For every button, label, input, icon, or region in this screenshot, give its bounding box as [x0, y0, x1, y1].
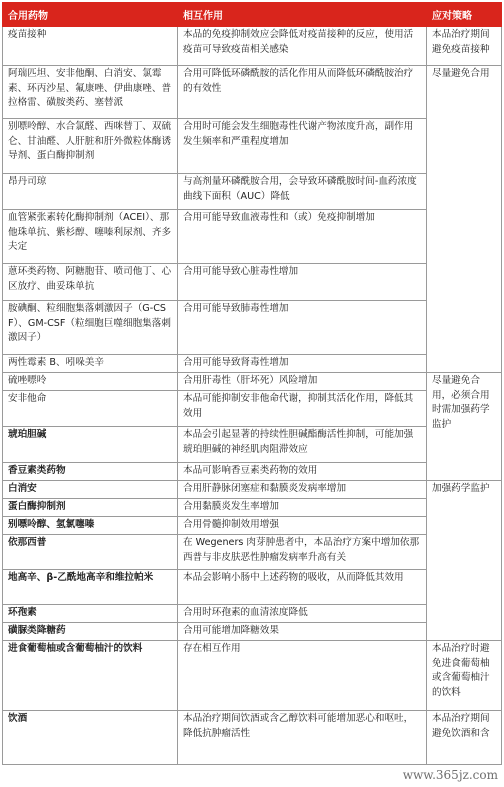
drug-cell: 蒽环类药物、阿糖胞苷、喷司他丁、心区放疗、曲妥珠单抗	[3, 264, 178, 301]
drug-cell: 血管紧张素转化酶抑制剂（ACEI）、那他珠单抗、紫杉醇、噻嗪利尿剂、齐多夫定	[3, 210, 178, 264]
interaction-cell: 合用可能导致血液毒性和（或）免疫抑制增加	[178, 210, 427, 264]
table-row	[3, 711, 502, 765]
interaction-cell: 本品会引起显著的持续性胆碱酯酶活性抑制，可能加强琥珀胆碱的神经肌肉阻滞效应	[178, 427, 427, 463]
table-row	[3, 27, 502, 66]
drug-cell: 饮酒	[3, 711, 178, 765]
table-row	[3, 66, 502, 119]
drug-cell: 进食葡萄柚或含葡萄柚汁的饮料	[3, 641, 178, 711]
table-row	[3, 373, 502, 391]
drug-interaction-table	[2, 2, 502, 765]
drug-cell: 别嘌呤醇、氢氯噻嗪	[3, 517, 178, 535]
drug-cell: 依那西普	[3, 535, 178, 570]
interaction-cell: 本品的免疫抑制效应会降低对疫苗接种的反应，使用活疫苗可导致疫苗相关感染	[178, 27, 427, 66]
table-row	[3, 481, 502, 499]
header-strategy: 应对策略	[427, 3, 502, 27]
drug-cell: 磺脲类降糖药	[3, 623, 178, 641]
header-interaction: 相互作用	[178, 3, 427, 27]
strategy-cell: 加强药学监护	[427, 481, 502, 641]
interaction-cell: 合用时可能会发生细胞毒性代谢产物浓度升高，副作用发生频率和严重程度增加	[178, 119, 427, 174]
drug-cell: 安非他命	[3, 391, 178, 427]
drug-cell: 琥珀胆碱	[3, 427, 178, 463]
interaction-cell: 合用可能导致肾毒性增加	[178, 355, 427, 373]
strategy-cell: 本品治疗期间避免饮酒和含	[427, 711, 502, 765]
interaction-cell: 合用可能增加降糖效果	[178, 623, 427, 641]
strategy-cell: 本品治疗期间避免疫苗接种	[427, 27, 502, 66]
strategy-cell: 本品治疗时避免进食葡萄柚或含葡萄柚汁的饮料	[427, 641, 502, 711]
interaction-cell: 存在相互作用	[178, 641, 427, 711]
interaction-cell: 本品可影响香豆素类药物的效用	[178, 463, 427, 481]
interaction-cell: 合用肝静脉闭塞症和黏膜炎发病率增加	[178, 481, 427, 499]
drug-cell: 阿瑞匹坦、安非他酮、白消安、氯霉素、环丙沙星、氟康唑、伊曲康唑、普拉格雷、磺胺类药、塞替派	[3, 66, 178, 119]
interaction-cell: 合用可降低环磷酰胺的活化作用从而降低环磷酰胺治疗的有效性	[178, 66, 427, 119]
drug-cell: 昂丹司琼	[3, 174, 178, 210]
interaction-cell: 合用骨髓抑制效用增强	[178, 517, 427, 535]
strategy-cell: 尽量避免合用	[427, 66, 502, 373]
interaction-cell: 合用可能导致心脏毒性增加	[178, 264, 427, 301]
drug-cell: 别嘌呤醇、水合氯醛、西咪替丁、双硫仑、甘油醛、人肝脏和肝外微粒体酶诱导剂、蛋白酶抑制剂	[3, 119, 178, 174]
drug-cell: 白消安	[3, 481, 178, 499]
drug-cell: 地高辛、β-乙酰地高辛和维拉帕米	[3, 570, 178, 605]
drug-cell: 环孢素	[3, 605, 178, 623]
drug-cell: 胺碘酮、粒细胞集落刺激因子（G-CSF）、GM-CSF（粒细胞巨噬细胞集落刺激因子）	[3, 301, 178, 355]
table-header-row	[3, 3, 502, 27]
interaction-cell: 与高剂量环磷酰胺合用，会导致环磷酰胺时间-血药浓度曲线下面积（AUC）降低	[178, 174, 427, 210]
drug-cell: 疫苗接种	[3, 27, 178, 66]
interaction-cell: 本品可能抑制安非他命代谢，抑制其活化作用，降低其效用	[178, 391, 427, 427]
interaction-cell: 合用时环孢素的血清浓度降低	[178, 605, 427, 623]
drug-cell: 两性霉素 B、吲哚美辛	[3, 355, 178, 373]
strategy-cell: 尽量避免合用，必须合用时需加强药学监护	[427, 373, 502, 481]
site-watermark: www.365jz.com	[402, 768, 498, 782]
interaction-cell: 本品会影响小肠中上述药物的吸收，从而降低其效用	[178, 570, 427, 605]
drug-cell: 硫唑嘌呤	[3, 373, 178, 391]
interaction-cell: 本品治疗期间饮酒或含乙醇饮料可能增加恶心和呕吐，降低抗肿瘤活性	[178, 711, 427, 765]
table-row	[3, 641, 502, 711]
interaction-cell: 合用黏膜炎发生率增加	[178, 499, 427, 517]
header-drug: 合用药物	[3, 3, 178, 27]
drug-cell: 香豆素类药物	[3, 463, 178, 481]
drug-cell: 蛋白酶抑制剂	[3, 499, 178, 517]
interaction-cell: 在 Wegeners 肉芽肿患者中，本品治疗方案中增加依那西普与非皮肤恶性肿瘤发病率升高有关	[178, 535, 427, 570]
interaction-cell: 合用肝毒性（肝坏死）风险增加	[178, 373, 427, 391]
interaction-cell: 合用可能导致肺毒性增加	[178, 301, 427, 355]
